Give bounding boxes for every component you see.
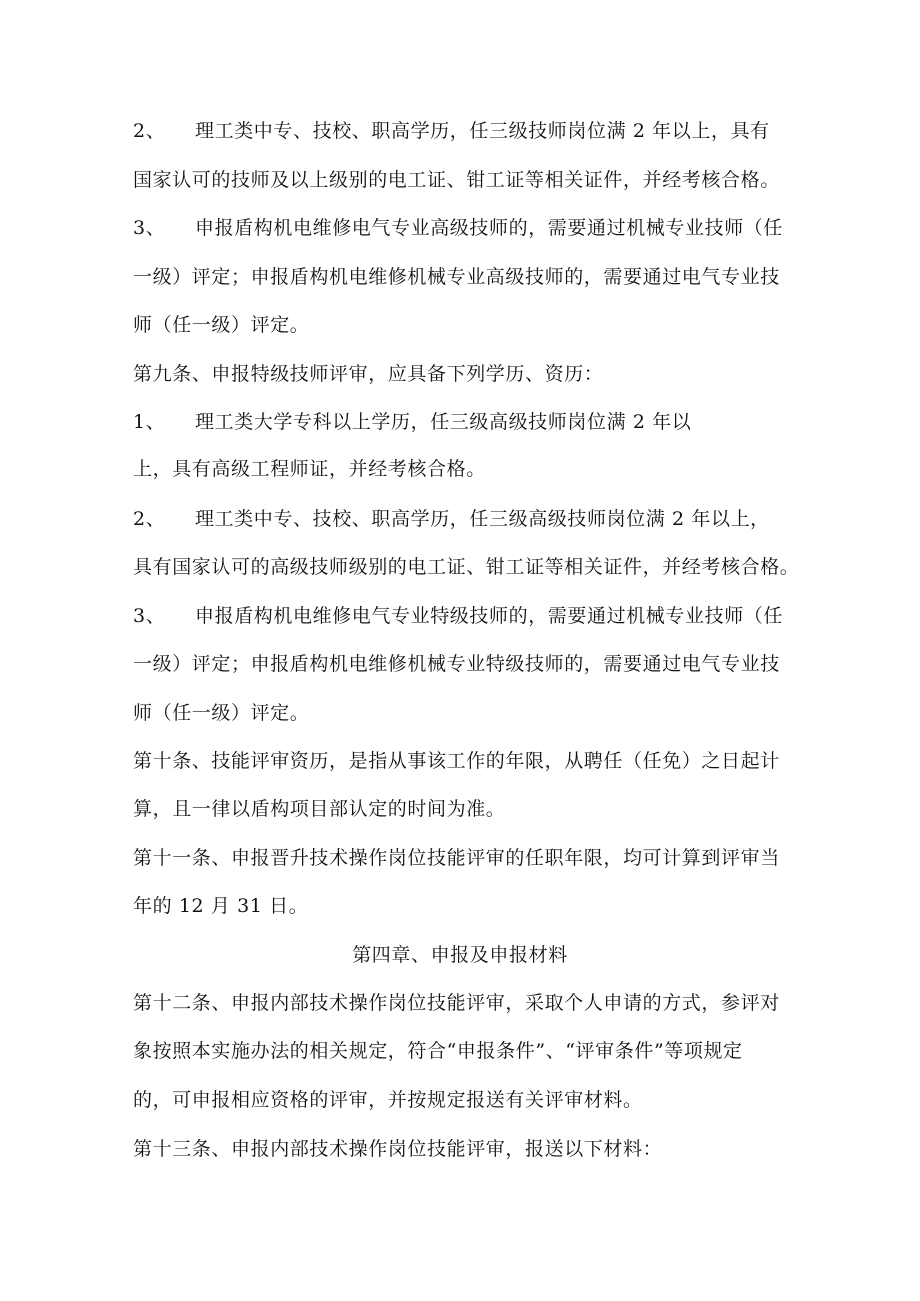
paragraph-line bbox=[133, 216, 783, 240]
line-text: 第十条、技能评审资历，是指从事该工作的年限，从聘任（任免）之日起计 bbox=[133, 750, 780, 772]
list-number: 2、 bbox=[133, 120, 166, 142]
paragraph-line bbox=[133, 1088, 643, 1112]
line-text: 上，具有高级工程师证，并经考核合格。 bbox=[133, 458, 486, 480]
list-number: 3、 bbox=[133, 605, 166, 627]
paragraph-line bbox=[133, 265, 780, 289]
paragraph-line bbox=[133, 555, 799, 579]
line-text: 理工类中专、技校、职高学历，任三级技师岗位满 2 年以上，具有 bbox=[195, 120, 770, 142]
line-text: 申报盾构机电维修电气专业特级技师的，需要通过机械专业技师（任 bbox=[195, 605, 784, 627]
article-line bbox=[133, 1137, 662, 1161]
line-text: 年的 12 月 31 日。 bbox=[133, 895, 309, 917]
chapter-heading: 第四章、申报及申报材料 bbox=[352, 944, 568, 966]
line-text: 国家认可的技师及以上级别的电工证、钳工证等相关证件，并经考核合格。 bbox=[133, 169, 780, 191]
article-line bbox=[133, 991, 780, 1015]
line-text: 的，可申报相应资格的评审，并按规定报送有关评审材料。 bbox=[133, 1089, 643, 1111]
article-heading-line bbox=[133, 362, 603, 386]
article-line bbox=[133, 749, 780, 773]
paragraph-line bbox=[133, 457, 486, 481]
paragraph-line bbox=[133, 168, 780, 192]
article-line bbox=[133, 846, 780, 870]
paragraph-line bbox=[133, 652, 780, 676]
paragraph-line bbox=[133, 119, 770, 143]
list-number: 3、 bbox=[133, 217, 166, 239]
line-text: 师（任一级）评定。 bbox=[133, 702, 310, 724]
list-number: 2、 bbox=[133, 508, 166, 530]
line-text: 第九条、申报特级技师评审，应具备下列学历、资历： bbox=[133, 363, 604, 385]
line-text: 申报盾构机电维修电气专业高级技师的，需要通过机械专业技师（任 bbox=[195, 217, 784, 239]
line-text: 第十二条、申报内部技术操作岗位技能评审，采取个人申请的方式，参评对 bbox=[133, 992, 780, 1014]
paragraph-line bbox=[133, 797, 505, 821]
line-text: 一级）评定；申报盾构机电维修机械专业高级技师的，需要通过电气专业技 bbox=[133, 266, 780, 288]
paragraph-line bbox=[133, 1039, 743, 1063]
paragraph-line bbox=[133, 410, 691, 434]
paragraph-line bbox=[133, 313, 309, 337]
line-text: 象按照本实施办法的相关规定，符合“申报条件”、“评审条件”等项规定 bbox=[133, 1040, 743, 1062]
paragraph-line bbox=[133, 701, 309, 725]
line-text: 第十三条、申报内部技术操作岗位技能评审，报送以下材料： bbox=[133, 1138, 663, 1160]
paragraph-line bbox=[133, 894, 308, 918]
line-text: 理工类大学专科以上学历，任三级高级技师岗位满 2 年以 bbox=[195, 411, 692, 433]
line-text: 一级）评定；申报盾构机电维修机械专业特级技师的，需要通过电气专业技 bbox=[133, 653, 780, 675]
paragraph-line bbox=[133, 604, 783, 628]
line-text: 第十一条、申报晋升技术操作岗位技能评审的任职年限，均可计算到评审当 bbox=[133, 847, 780, 869]
line-text: 算，且一律以盾构项目部认定的时间为准。 bbox=[133, 798, 506, 820]
line-text: 具有国家认可的高级技师级别的电工证、钳工证等相关证件，并经考核合格。 bbox=[133, 556, 800, 578]
paragraph-line bbox=[133, 507, 770, 531]
line-text: 理工类中专、技校、职高学历，任三级高级技师岗位满 2 年以上， bbox=[195, 508, 770, 530]
list-number: 1、 bbox=[133, 411, 166, 433]
line-text: 师（任一级）评定。 bbox=[133, 314, 310, 336]
